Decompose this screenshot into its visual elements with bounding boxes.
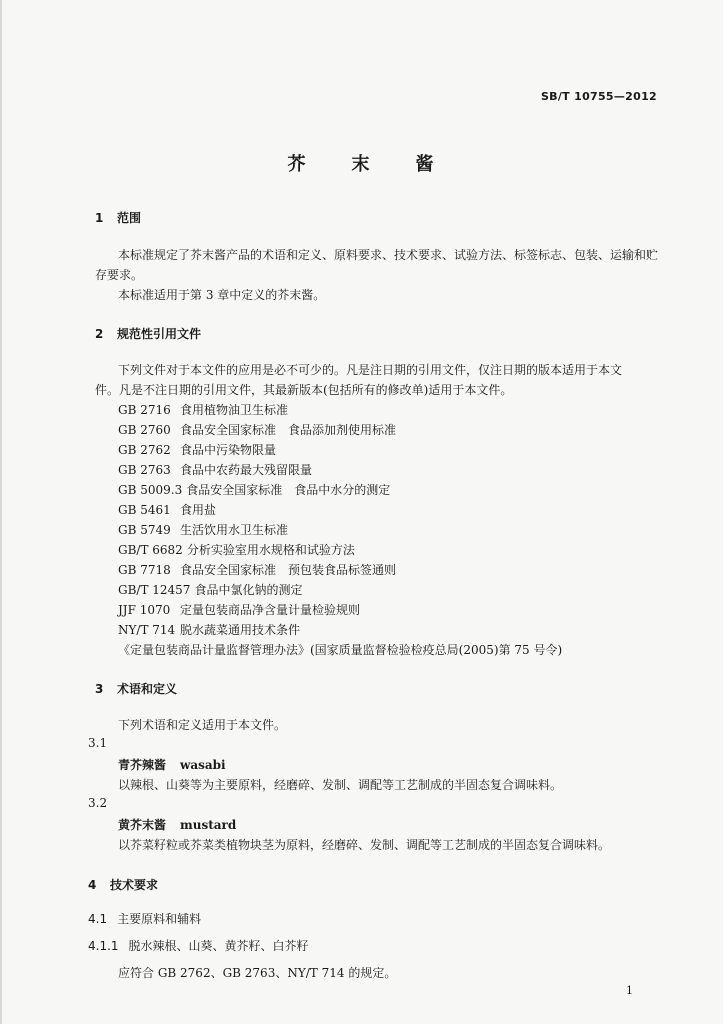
ref-item: GB 2762 食品中污染物限量 [118,443,277,457]
ref-item: GB 2760 食品安全国家标准 食品添加剂使用标准 [118,423,397,437]
title-char-3: 酱 [415,154,436,175]
term-definition: 以芥菜籽粒或芥菜类植物块茎为原料，经磨碎、发制、调配等工艺制成的半固态复合调味料。 [118,838,611,852]
section-2-intro-line-2: 件。凡是不注日期的引用文件，其最新版本(包括所有的修改单)适用于本文件。 [95,383,513,397]
ref-item: GB/T 12457 食品中氯化钠的测定 [118,583,303,597]
page-title [0,150,723,176]
section-4-1-heading: 4.1 主要原料和辅料 [88,912,202,926]
title-char-2: 末 [351,154,372,175]
section-1-para-1-line-2: 存要求。 [95,268,144,282]
section-3-intro: 下列术语和定义适用于本文件。 [118,718,287,732]
section-1-para-2: 本标准适用于第 3 章中定义的芥末酱。 [118,288,326,302]
ref-item: GB 2763 食品中农药最大残留限量 [118,463,313,477]
section-1-para-1-line-1: 本标准规定了芥末酱产品的术语和定义、原料要求、技术要求、试验方法、标签标志、包装、运输和贮 [118,248,659,262]
term-name: 青芥辣酱 wasabi [118,758,226,772]
section-3-heading: 3 术语和定义 [95,682,178,696]
section-2-heading: 2 规范性引用文件 [95,327,202,341]
term-number: 3.2 [88,796,108,810]
section-4-1-1-heading: 4.1.1 脱水辣根、山葵、黄芥籽、白芥籽 [88,939,309,953]
term-definition: 以辣根、山葵等为主要原料，经磨碎、发制、调配等工艺制成的半固态复合调味料。 [118,778,563,792]
ref-item: GB 7718 食品安全国家标准 预包装食品标签通则 [118,563,397,577]
term-number: 3.1 [88,736,108,750]
section-2-intro-line-1: 下列文件对于本文件的应用是必不可少的。凡是注日期的引用文件，仅注日期的版本适用于本文 [118,363,623,377]
ref-item: GB 5749 生活饮用水卫生标准 [118,523,289,537]
title-char-1: 芥 [287,154,308,175]
ref-item-regulation: 《定量包装商品计量监督管理办法》(国家质量监督检验检疫总局(2005)第 75 号令) [118,643,563,657]
section-4-1-1-text: 应符合 GB 2762、GB 2763、NY/T 714 的规定。 [118,966,397,980]
section-1-heading: 1 范围 [95,211,142,225]
standard-code: SB/T 10755—2012 [540,90,657,103]
ref-item: JJF 1070 定量包装商品净含量计量检验规则 [118,603,361,617]
ref-item: GB 5461 食用盐 [118,503,217,517]
page-number: 1 [626,984,633,997]
ref-item: GB 2716 食用植物油卫生标准 [118,403,289,417]
term-name: 黄芥末酱 mustard [118,818,237,832]
ref-item: GB 5009.3 食品安全国家标准 食品中水分的测定 [118,483,391,497]
section-4-heading: 4 技术要求 [88,878,159,892]
ref-item: GB/T 6682 分析实验室用水规格和试验方法 [118,543,355,557]
ref-item: NY/T 714 脱水蔬菜通用技术条件 [118,623,301,637]
